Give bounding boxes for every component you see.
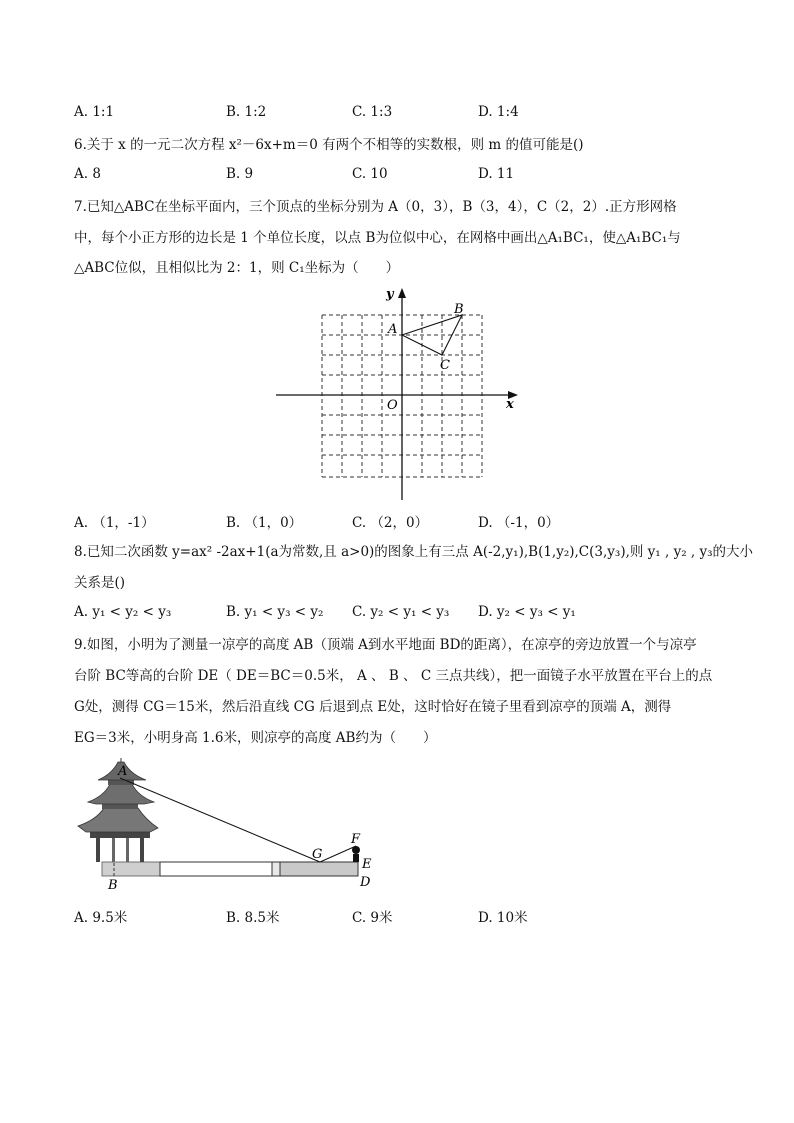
q5-option-a: A. 1:1 <box>74 104 115 120</box>
q9-pavilion-figure <box>74 758 384 896</box>
q7-y-axis-arrow <box>398 288 406 298</box>
person-icon <box>352 846 360 862</box>
q9-point-g-label: G <box>312 847 323 862</box>
q9-stem-line-1: 9.如图，小明为了测量一凉亭的高度 AB（顶端 A到水平地面 BD的距离），在凉亭的旁边放置一个与凉亭 <box>74 637 697 653</box>
line-gf <box>320 846 356 862</box>
q8-option-a: A. y₁ < y₂ < y₃ <box>74 604 172 620</box>
q6-stem: 6.关于 x 的一元二次方程 x²－6x+m＝0 有两个不相等的实数根，则 m 的值可能是() <box>74 137 584 153</box>
q7-y-label: y <box>386 287 394 302</box>
q8-stem-line-2: 关系是() <box>74 575 126 591</box>
q9-point-e-label: E <box>362 857 372 872</box>
q7-stem-line-2: 中，每个小正方形的边长是 1 个单位长度，以点 B为位似中心，在网格中画出△A₁BC₁，使△A₁BC₁与 <box>74 230 681 246</box>
q5-option-c: C. 1:3 <box>352 104 393 120</box>
q7-coordinate-grid-figure <box>270 282 530 504</box>
q9-point-d-label: D <box>360 875 371 890</box>
q7-point-c-label: C <box>440 358 450 373</box>
q6-options <box>74 166 714 184</box>
line-ag <box>120 778 323 862</box>
q7-x-label: x <box>506 397 514 412</box>
q7-point-b-label: B <box>454 302 464 317</box>
q9-option-c: C. 9米 <box>352 910 393 926</box>
q7-stem-line-1: 7.已知△ABC在坐标平面内，三个顶点的坐标分别为 A（0，3），B（3，4），C（2，2）.正方形网格 <box>74 199 677 215</box>
left-platform <box>160 862 272 876</box>
q6-option-b: B. 9 <box>226 166 254 182</box>
q9-options <box>74 906 714 924</box>
q9-point-b-label: B <box>108 878 118 893</box>
q7-triangle-abc <box>402 315 462 355</box>
q8-option-c: C. y₂ < y₁ < y₃ <box>352 604 450 620</box>
platform-joint <box>272 862 280 876</box>
q7-options <box>74 511 714 529</box>
q9-stem-line-2: 台阶 BC等高的台阶 DE（ DE＝BC＝0.5米， A 、 B 、 C 三点共线），把一面镜子水平放置在平台上的点 <box>74 668 713 684</box>
q8-option-d: D. y₂ < y₃ < y₁ <box>478 604 576 620</box>
q7-option-c: C. （2，0） <box>352 515 429 531</box>
q9-option-b: B. 8.5米 <box>226 910 280 926</box>
q7-option-a: A. （1，-1） <box>74 515 155 531</box>
right-platform <box>280 862 358 876</box>
q9-stem-line-3: G处，测得 CG＝15米，然后沿直线 CG 后退到点 E处，这时恰好在镜子里看到凉亭的顶端 A，测得 <box>74 699 672 715</box>
q6-option-d: D. 11 <box>478 166 515 182</box>
q6-option-a: A. 8 <box>74 166 101 182</box>
q9-option-d: D. 10米 <box>478 910 528 926</box>
q9-stem-line-4: EG＝3米，小明身高 1.6米，则凉亭的高度 AB约为（ ） <box>74 730 437 746</box>
q7-point-a-label: A <box>388 322 398 337</box>
q7-origin-label: O <box>387 398 398 413</box>
q5-options <box>74 104 714 122</box>
q8-option-b: B. y₁ < y₃ < y₂ <box>226 604 324 620</box>
q7-option-b: B. （1，0） <box>226 515 303 531</box>
q8-options <box>74 604 714 622</box>
q7-option-d: D. （-1，0） <box>478 515 560 531</box>
q8-stem-line-1: 8.已知二次函数 y=ax² -2ax+1(a为常数,且 a>0)的图象上有三点 A(-2,y₁),B(1,y₂),C(3,y₃),则 y₁ , y₂ , y₃的大小 <box>74 544 754 560</box>
q9-option-a: A. 9.5米 <box>74 910 128 926</box>
q5-option-b: B. 1:2 <box>226 104 267 120</box>
q5-option-d: D. 1:4 <box>478 104 519 120</box>
q9-point-f-label: F <box>351 832 361 847</box>
q9-point-a-label: A <box>118 764 128 779</box>
q7-stem-line-3: △ABC位似，且相似比为 2：1，则 C₁坐标为（ ） <box>74 260 400 276</box>
q6-option-c: C. 10 <box>352 166 388 182</box>
